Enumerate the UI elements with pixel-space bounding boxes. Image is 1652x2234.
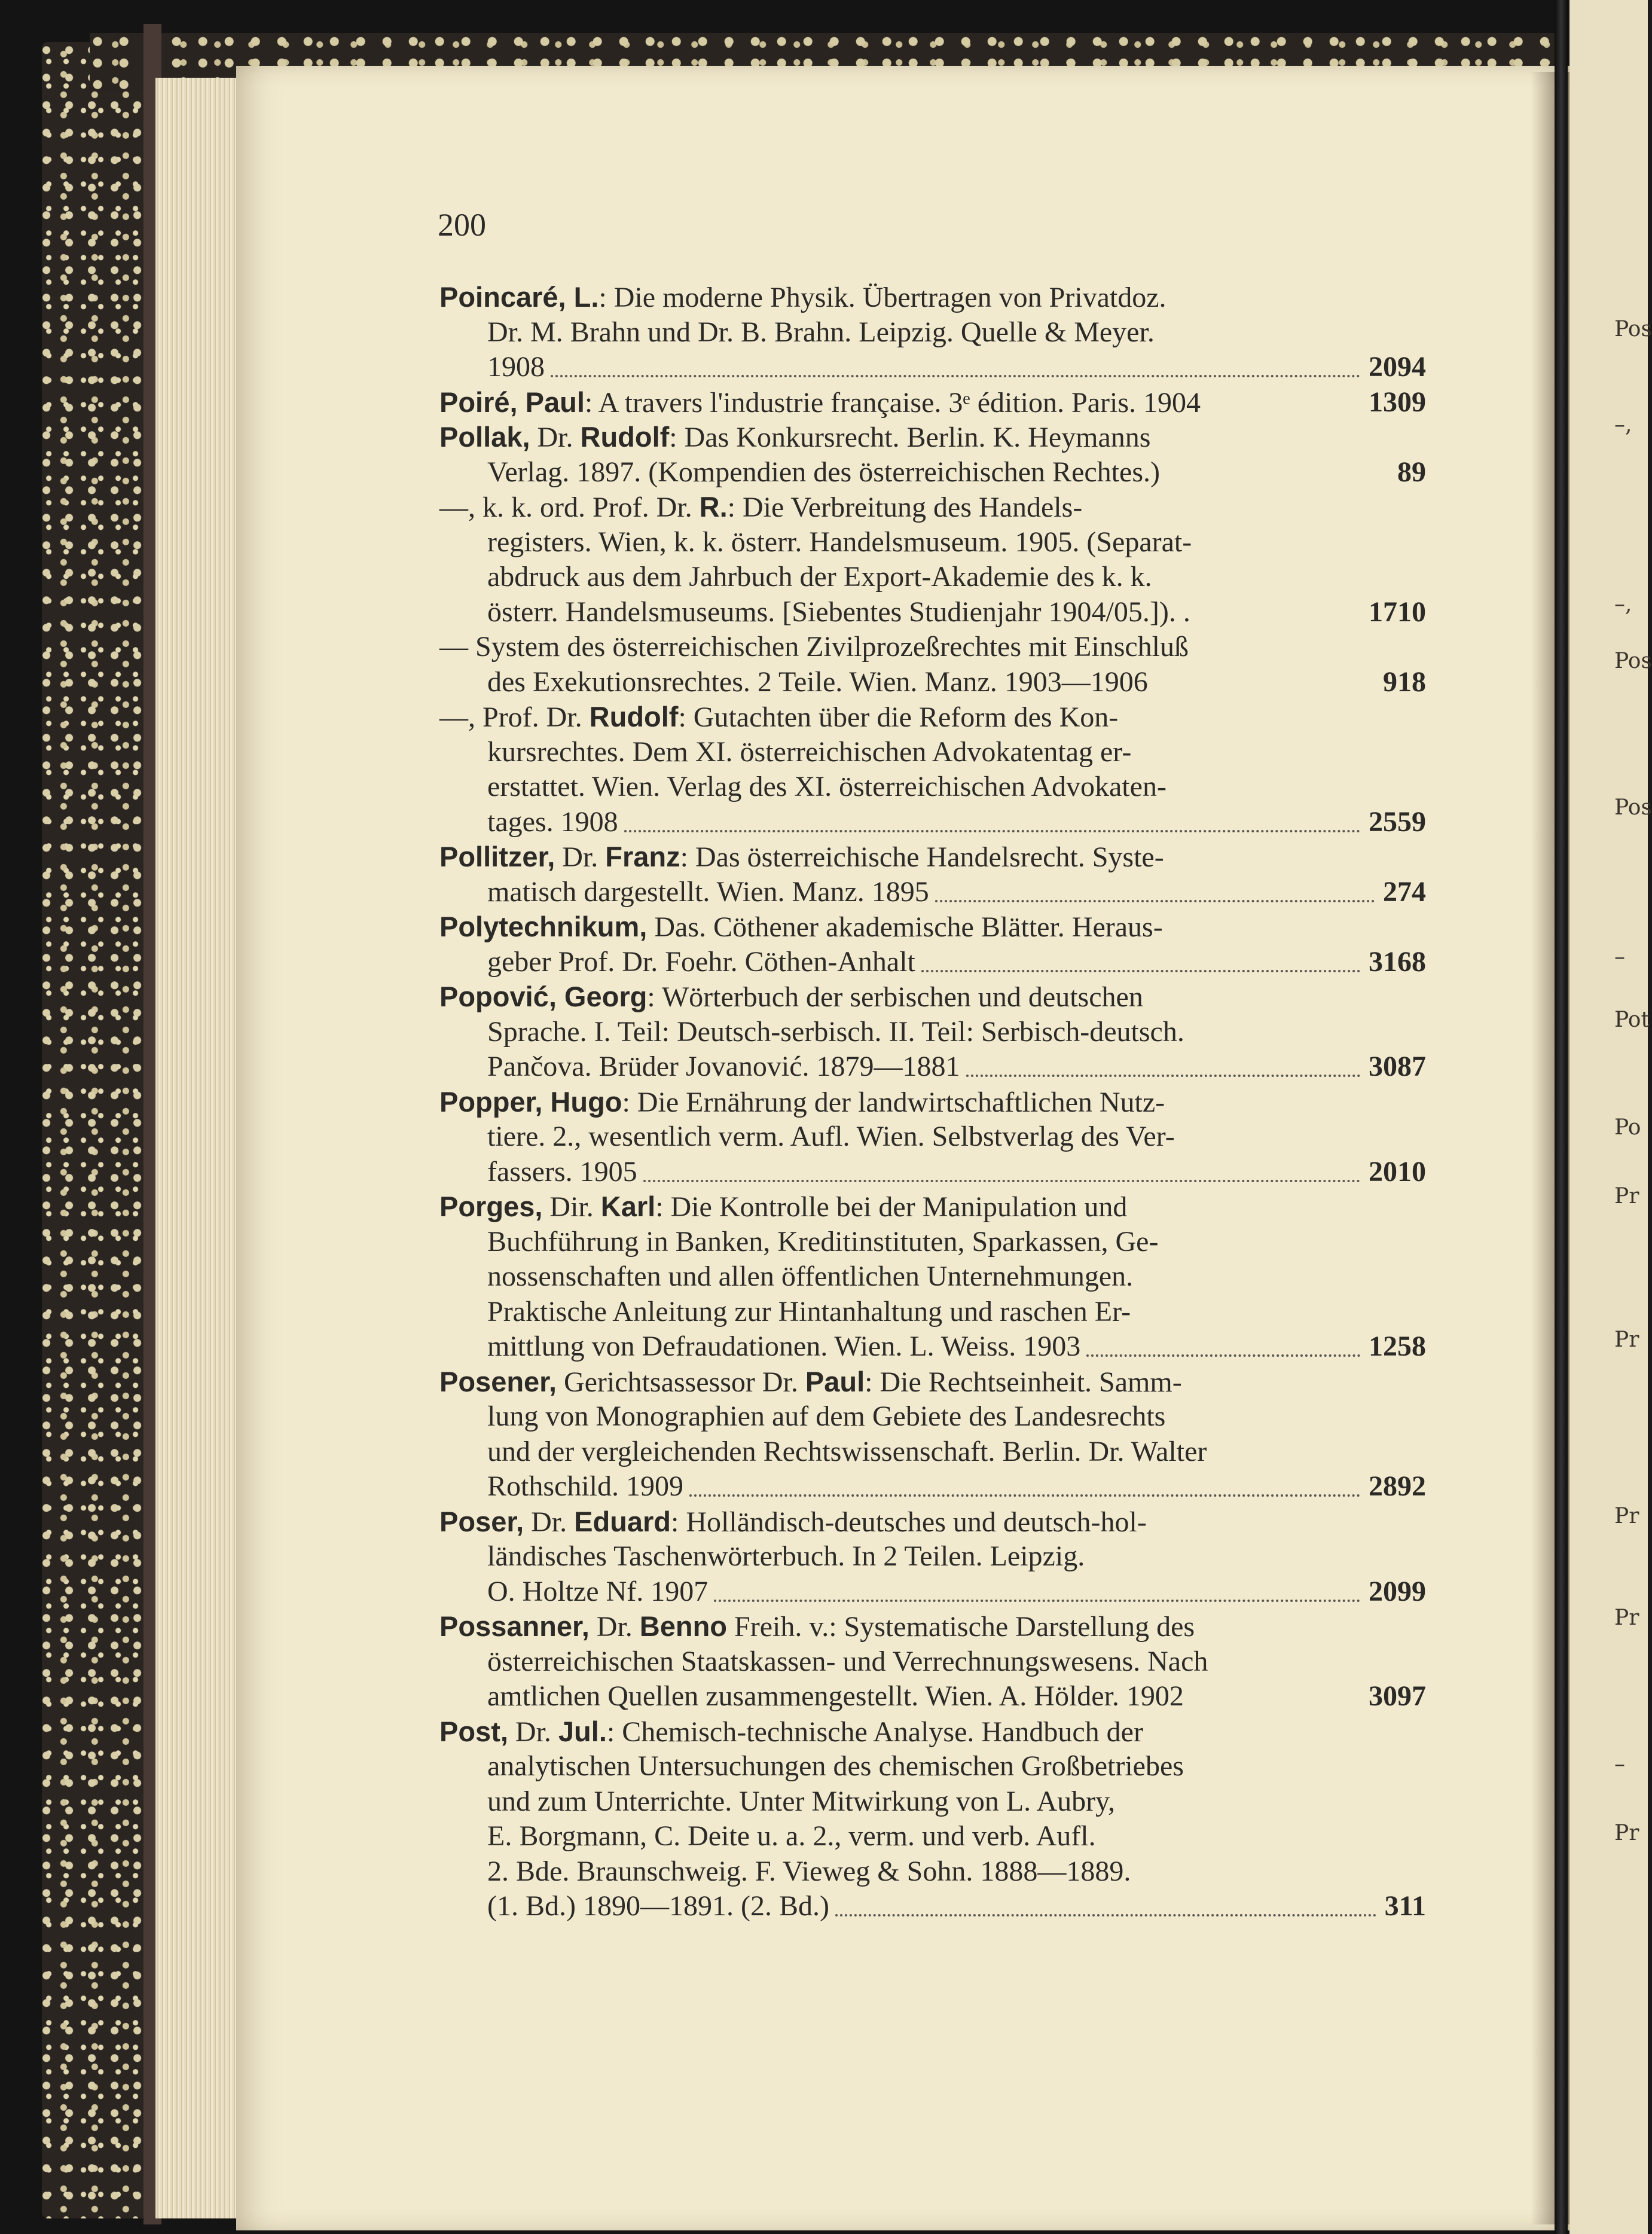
facing-page-fragment: –, <box>1614 592 1632 617</box>
entry-text: : Die Ernährung der landwirtschaftlichen Nutz- <box>622 1086 1165 1118</box>
line-text <box>487 771 1167 802</box>
catalog-number: 2099 <box>1369 1575 1426 1607</box>
line-text <box>487 1680 1184 1712</box>
line-text <box>439 1611 1195 1643</box>
facing-page-fragment: Pr <box>1614 1821 1639 1845</box>
catalog-number: 1710 <box>1369 596 1426 628</box>
dot-leader <box>689 1493 1360 1497</box>
dot-leader <box>835 1913 1376 1916</box>
entry-first-line <box>439 386 1426 419</box>
dot-leader <box>1086 1353 1360 1357</box>
line-text <box>439 841 1164 873</box>
entry-text: Dr. M. Brahn und Dr. B. Brahn. Leipzig. Quelle & Meyer. <box>487 316 1155 348</box>
entry-text: : Chemisch-technische Analyse. Handbuch der <box>606 1716 1143 1748</box>
entry-text: Dr. <box>555 841 606 873</box>
facing-page-fragment: Pr <box>1614 1184 1639 1208</box>
entry-text: : Holländisch-deutsches und deutsch-hol- <box>671 1506 1147 1538</box>
facing-page-fragment: Pot <box>1614 1008 1650 1032</box>
entry-text: 1908 <box>487 351 545 383</box>
entry-continuation-line <box>487 1890 1426 1922</box>
entry-name-bold: Rudolf <box>580 421 670 453</box>
catalog-number: 2010 <box>1369 1155 1426 1188</box>
catalog-number: 3097 <box>1369 1680 1426 1712</box>
entry-first-line <box>439 1716 1426 1748</box>
line-text <box>487 1261 1133 1292</box>
entry-continuation-line <box>487 1121 1426 1153</box>
entry-text: : Wörterbuch der serbischen und deutschen <box>647 981 1143 1013</box>
page-edges <box>155 78 239 2218</box>
entry-author: Popper, Hugo <box>439 1085 622 1118</box>
facing-page-fragment: – <box>1614 945 1625 969</box>
entry-first-line <box>439 281 1426 313</box>
entry-continuation-line <box>487 771 1426 803</box>
entry-text: Das. Cöthener akademische Blätter. Heraus- <box>647 911 1163 943</box>
entry-author: Poser, <box>439 1505 524 1537</box>
entry-author: Possanner, <box>439 1610 590 1642</box>
entry-text: Praktische Anleitung zur Hintanhaltung und raschen Er- <box>487 1295 1131 1327</box>
entry-text: Rothschild. 1909 <box>487 1470 684 1502</box>
entry-continuation-line <box>487 736 1426 768</box>
entry-first-line <box>439 1191 1426 1223</box>
line-text <box>487 526 1192 558</box>
catalog-number: 89 <box>1397 456 1426 488</box>
line-text <box>487 736 1131 768</box>
entry-text: : Das österreichische Handelsrecht. Syste- <box>680 841 1164 873</box>
line-text <box>487 1400 1165 1432</box>
entry-first-line <box>439 1506 1426 1538</box>
entry-text: Buchführung in Banken, Kreditinstituten, Sparkassen, Ge- <box>487 1225 1159 1258</box>
line-text <box>487 1051 960 1082</box>
dot-leader <box>714 1598 1360 1602</box>
catalog-number: 1258 <box>1369 1330 1426 1362</box>
entry-text: — System des österreichischen Zivilprozeßrechtes mit Einschluß <box>439 631 1189 663</box>
entry-text: nossenschaften und allen öffentlichen Unternehmungen. <box>487 1261 1134 1292</box>
line-text <box>487 596 1190 628</box>
facing-page-fragment: Pos <box>1614 795 1652 820</box>
line-text <box>487 1855 1131 1887</box>
entry-continuation-line <box>487 1540 1426 1573</box>
entry-text: : Die Verbreitung des Handels- <box>727 492 1083 523</box>
entry-text: kursrechtes. Dem XI. österreichischen Advokatentag er- <box>487 735 1132 768</box>
catalog-number: 2559 <box>1369 805 1426 838</box>
entry-text: fassers. 1905 <box>487 1155 637 1188</box>
line-text <box>439 1716 1143 1748</box>
entry-continuation-line <box>487 1330 1426 1363</box>
entry-text: ländisches Taschenwörterbuch. In 2 Teilen. Leipzig. <box>487 1540 1085 1572</box>
entry-author: Posener, <box>439 1365 557 1397</box>
line-text <box>439 1366 1182 1398</box>
facing-page-fragment: – <box>1614 1752 1625 1777</box>
entry-text: —, Prof. Dr. <box>439 701 590 733</box>
entry-continuation-line <box>487 1786 1426 1818</box>
entry-continuation-line <box>487 1016 1426 1048</box>
entry-text: : Die moderne Physik. Übertragen von Privatdoz. <box>598 282 1167 313</box>
entry-author: Post, <box>439 1715 508 1747</box>
entry-continuation-line <box>487 1680 1426 1713</box>
scanner-clamp <box>1555 0 1568 2234</box>
line-text <box>487 1890 829 1922</box>
entry-continuation-line <box>487 876 1426 908</box>
line-text <box>439 492 1082 523</box>
entry-text: Dr. <box>589 1611 640 1643</box>
dot-leader <box>966 1073 1360 1077</box>
line-text <box>439 1087 1165 1118</box>
catalog-number: 274 <box>1383 875 1426 908</box>
entry-continuation-line <box>487 946 1426 978</box>
line-text <box>439 1506 1147 1538</box>
entry-text: Pančova. Brüder Jovanović. 1879—1881 <box>487 1051 960 1082</box>
entry-text: Freih. v.: Systematische Darstellung des <box>727 1611 1195 1643</box>
entry-text: mittlung von Defraudationen. Wien. L. Weiss. 1903 <box>487 1330 1081 1362</box>
line-text <box>487 1330 1080 1362</box>
entry-text: Dr. <box>508 1716 558 1748</box>
entry-author: Polytechnikum, <box>439 911 648 942</box>
entry-continuation-line <box>487 1296 1426 1328</box>
line-text <box>487 1540 1085 1572</box>
entry-first-line <box>439 491 1426 523</box>
entry-name-bold: Jul. <box>558 1715 607 1747</box>
facing-page-fragment: Pos <box>1614 649 1652 673</box>
entry-text: tiere. 2., wesentlich verm. Aufl. Wien. Selbstverlag des Ver- <box>487 1121 1175 1152</box>
facing-page-fragment: Pos <box>1614 317 1652 341</box>
entry-name-bold: Franz <box>605 841 680 872</box>
line-text <box>487 1016 1184 1048</box>
entry-continuation-line <box>487 1156 1426 1188</box>
line-text <box>487 946 915 978</box>
entry-continuation-line <box>487 1470 1426 1503</box>
entry-continuation-line <box>487 1436 1426 1468</box>
entry-continuation-line <box>487 666 1426 698</box>
entry-text: Verlag. 1897. (Kompendien des österreichischen Rechtes.) <box>487 456 1160 488</box>
entry-name-bold: Eduard <box>574 1505 671 1537</box>
entry-continuation-line <box>487 456 1426 489</box>
catalog-number: 3168 <box>1369 945 1426 978</box>
line-text <box>439 911 1163 943</box>
entry-continuation-line <box>487 1226 1426 1258</box>
dot-leader <box>624 829 1360 832</box>
entry-first-line <box>439 911 1426 943</box>
line-text <box>439 631 1189 663</box>
entry-continuation-line <box>487 1400 1426 1433</box>
entry-text: und zum Unterrichte. Unter Mitwirkung von L. Aubry, <box>487 1785 1116 1817</box>
line-text <box>487 1226 1158 1258</box>
entry-name-bold: Paul <box>805 1365 865 1397</box>
entry-text: Dr. <box>524 1506 575 1538</box>
facing-page-fragment: Pr <box>1614 1327 1639 1352</box>
line-text <box>487 1436 1207 1467</box>
entry-text: Sprache. I. Teil: Deutsch-serbisch. II. Teil: Serbisch-deutsch. <box>487 1015 1184 1048</box>
entry-continuation-line <box>487 561 1426 593</box>
entry-author: Pollitzer, <box>439 841 555 872</box>
dot-leader <box>551 374 1360 377</box>
entry-author: Porges, <box>439 1191 543 1222</box>
entry-author: Poiré, Paul <box>439 386 585 418</box>
entry-continuation-line <box>487 1820 1426 1852</box>
dot-leader <box>921 969 1360 972</box>
entry-text: E. Borgmann, C. Deite u. a. 2., verm. und verb. Aufl. <box>487 1820 1096 1852</box>
line-text <box>487 561 1152 593</box>
line-text <box>487 1296 1131 1327</box>
page-number: 200 <box>438 207 486 243</box>
line-text <box>487 1646 1208 1677</box>
catalog-number: 918 <box>1383 666 1426 698</box>
catalog-number: 2892 <box>1369 1470 1426 1502</box>
line-text <box>487 1470 683 1502</box>
entry-continuation-line <box>487 596 1426 628</box>
line-text <box>439 422 1150 453</box>
entry-first-line <box>439 981 1426 1013</box>
entry-first-line <box>439 701 1426 733</box>
entry-text: amtlichen Quellen zusammengestellt. Wien. A. Hölder. 1902 <box>487 1680 1184 1712</box>
entry-author: Popović, Georg <box>439 981 648 1012</box>
line-text <box>487 1156 637 1188</box>
line-text <box>439 981 1143 1013</box>
line-text <box>439 701 1118 733</box>
line-text <box>487 316 1155 348</box>
facing-page-fragment: Po <box>1614 1115 1641 1140</box>
entry-first-line <box>439 841 1426 873</box>
facing-page-fragment: Pr <box>1614 1504 1639 1528</box>
entry-text: : A travers l'industrie française. 3ᵉ édition. Paris. 1904 <box>584 386 1201 419</box>
dot-leader <box>643 1179 1360 1182</box>
entry-continuation-line <box>487 316 1426 349</box>
entry-first-line <box>439 631 1426 663</box>
entry-author: Pollak, <box>439 421 530 453</box>
entry-first-line <box>439 421 1426 453</box>
entry-text: : Das Konkursrecht. Berlin. K. Heymanns <box>669 422 1151 453</box>
line-text <box>487 351 545 383</box>
entry-text: lung von Monographien auf dem Gebiete des Landesrechts <box>487 1400 1166 1432</box>
catalog-number: 2094 <box>1369 351 1426 383</box>
entry-continuation-line <box>487 1750 1426 1783</box>
entry-text: Dir. <box>542 1191 601 1223</box>
entry-text: Gerichtsassessor Dr. <box>556 1366 805 1398</box>
entry-text: Dr. <box>530 422 581 453</box>
entry-text: und der vergleichenden Rechtswissenschaft. Berlin. Dr. Walter <box>487 1435 1207 1467</box>
entry-text: abdruck aus dem Jahrbuch der Export-Akademie des k. k. <box>487 561 1152 593</box>
entry-text: —, k. k. ord. Prof. Dr. <box>439 492 700 523</box>
entry-continuation-line <box>487 1576 1426 1608</box>
entry-continuation-line <box>487 806 1426 838</box>
entry-text: österr. Handelsmuseums. [Siebentes Studienjahr 1904/05.]). . <box>487 596 1190 628</box>
line-text <box>487 806 618 838</box>
entry-text: 2. Bde. Braunschweig. F. Vieweg & Sohn. 1888—1889. <box>487 1855 1131 1887</box>
entry-text: des Exekutionsrechtes. 2 Teile. Wien. Manz. 1903—1906 <box>487 666 1148 698</box>
entry-continuation-line <box>487 351 1426 383</box>
line-text <box>487 876 929 908</box>
entry-text: (1. Bd.) 1890—1891. (2. Bd.) <box>487 1890 829 1922</box>
entry-name-bold: Benno <box>639 1610 728 1642</box>
entry-name-bold: Karl <box>600 1191 656 1222</box>
line-text <box>487 666 1148 698</box>
line-text <box>439 1191 1127 1223</box>
entry-text: erstattet. Wien. Verlag des XI. österreichischen Advokaten- <box>487 771 1167 802</box>
line-text <box>487 1820 1096 1852</box>
entry-text: matisch dargestellt. Wien. Manz. 1895 <box>487 875 929 908</box>
entry-continuation-line <box>487 526 1426 558</box>
entry-continuation-line <box>487 1051 1426 1083</box>
facing-page-fragment: –, <box>1614 413 1632 437</box>
entry-text: : Gutachten über die Reform des Kon- <box>678 701 1119 733</box>
line-text <box>487 1750 1184 1782</box>
catalog-number: 3087 <box>1369 1051 1426 1082</box>
entry-first-line <box>439 1610 1426 1643</box>
line-text <box>439 282 1167 313</box>
entry-first-line <box>439 1086 1426 1118</box>
line-text <box>439 387 1201 419</box>
line-text <box>487 456 1160 488</box>
line-text <box>487 1121 1175 1152</box>
entry-name-bold: Rudolf <box>589 701 679 733</box>
entry-text: : Die Kontrolle bei der Manipulation und <box>655 1191 1128 1223</box>
catalog-number: 311 <box>1384 1890 1426 1922</box>
entry-text: registers. Wien, k. k. österr. Handelsmuseum. 1905. (Separat- <box>487 526 1192 558</box>
entry-text: analytischen Untersuchungen des chemischen Großbetriebes <box>487 1750 1184 1782</box>
entry-text: tages. 1908 <box>487 805 618 838</box>
entry-continuation-line <box>487 1261 1426 1293</box>
line-text <box>487 1786 1115 1817</box>
entry-text: O. Holtze Nf. 1907 <box>487 1575 709 1607</box>
line-text <box>487 1576 708 1607</box>
entry-first-line <box>439 1366 1426 1398</box>
entry-text: : Die Rechtseinheit. Samm- <box>865 1366 1182 1398</box>
entry-continuation-line <box>487 1646 1426 1678</box>
entry-text: österreichischen Staatskassen- und Verrechnungswesens. Nach <box>487 1645 1208 1677</box>
facing-page-fragment: Pr <box>1614 1606 1639 1630</box>
entry-text: geber Prof. Dr. Foehr. Cöthen-Anhalt <box>487 945 915 978</box>
entry-name-bold: R. <box>699 491 728 523</box>
entry-author: Poincaré, L. <box>439 281 599 313</box>
catalog-number: 1309 <box>1369 386 1426 418</box>
dot-leader <box>935 899 1375 902</box>
entry-continuation-line <box>487 1855 1426 1888</box>
